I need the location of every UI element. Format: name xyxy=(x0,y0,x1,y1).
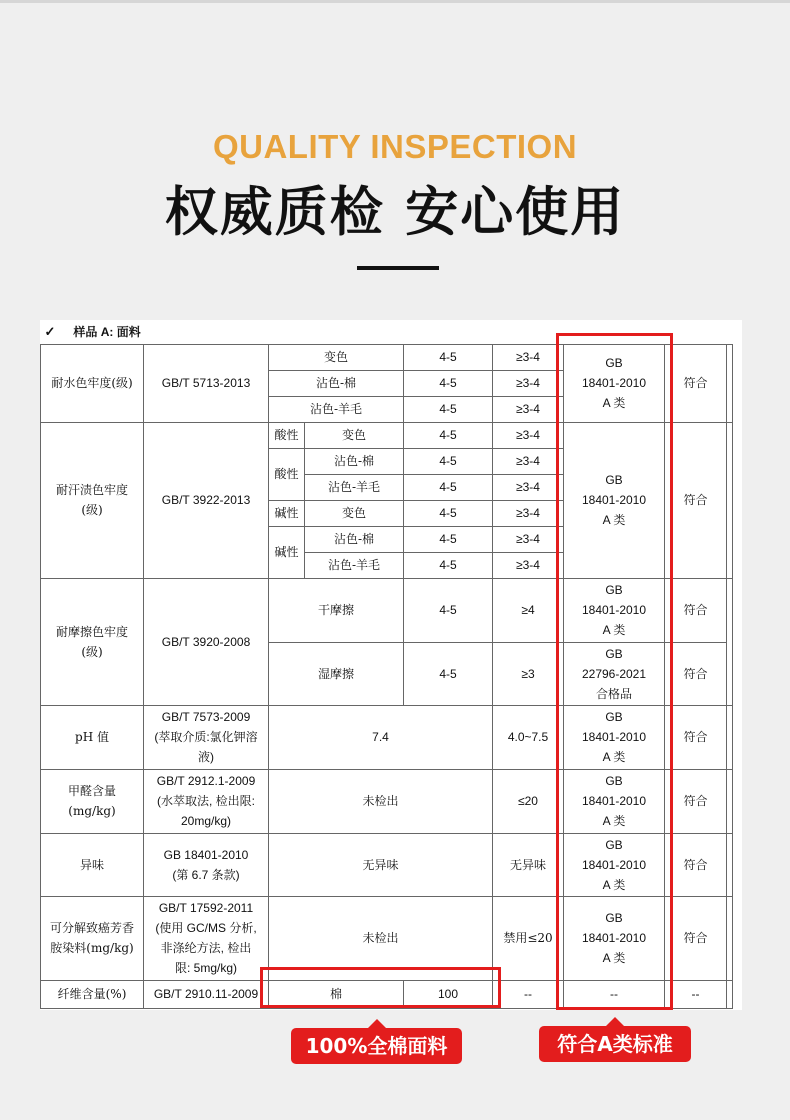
alkali-label: 碱性 xyxy=(269,526,305,578)
sub-item: 沾色-羊毛 xyxy=(305,552,404,578)
item-odor: 异味 xyxy=(41,833,144,896)
item-rub: 耐摩擦色牢度 (级) xyxy=(41,578,144,705)
standard-water: GB 18401-2010 A 类 xyxy=(564,344,665,422)
item-azo: 可分解致癌芳香 胺染料(mg/kg) xyxy=(41,896,144,980)
sub-item: 沾色-羊毛 xyxy=(269,396,404,422)
check-icon: ✓ xyxy=(44,323,56,339)
spacer-cell xyxy=(727,896,733,980)
requirement-cell: -- xyxy=(493,980,564,1008)
value-cell: 4-5 xyxy=(404,642,493,705)
value-cell: 7.4 xyxy=(269,705,493,769)
value-cell: 4-5 xyxy=(404,552,493,578)
sub-item: 干摩擦 xyxy=(269,578,404,642)
result-odor: 符合 xyxy=(665,833,727,896)
method-fiber: GB/T 2910.11-2009 xyxy=(144,980,269,1008)
spacer-cell xyxy=(727,833,733,896)
requirement-cell: ≥3-4 xyxy=(493,396,564,422)
method-odor: GB 18401-2010 (第 6.7 条款) xyxy=(144,833,269,896)
requirement-cell: 4.0~7.5 xyxy=(493,705,564,769)
requirement-cell: ≥3-4 xyxy=(493,344,564,370)
alkali-label: 碱性 xyxy=(269,500,305,526)
spacer-cell xyxy=(727,705,733,769)
acid-label: 酸性 xyxy=(269,448,305,500)
result-water: 符合 xyxy=(665,344,727,422)
standard-rub-dry: GB 18401-2010 A 类 xyxy=(564,578,665,642)
standard-fiber: -- xyxy=(564,980,665,1008)
sub-item: 变色 xyxy=(269,344,404,370)
sample-header-row xyxy=(41,320,733,344)
top-divider xyxy=(0,0,790,3)
value-cell: 4-5 xyxy=(404,500,493,526)
value-cell: 4-5 xyxy=(404,370,493,396)
method-formaldehyde: GB/T 2912.1-2009 (水萃取法, 检出限: 20mg/kg) xyxy=(144,769,269,833)
requirement-cell: ≤20 xyxy=(493,769,564,833)
requirement-cell: ≥3-4 xyxy=(493,500,564,526)
spacer-cell xyxy=(727,769,733,833)
result-fiber: -- xyxy=(665,980,727,1008)
requirement-cell: ≥3-4 xyxy=(493,526,564,552)
result-azo: 符合 xyxy=(665,896,727,980)
value-cell: 未检出 xyxy=(269,769,493,833)
acid-label: 酸性 xyxy=(269,422,305,448)
cotton-tag: 100%全棉面料 xyxy=(291,1028,462,1064)
table-row xyxy=(41,769,733,833)
value-cell: 4-5 xyxy=(404,448,493,474)
result-rub-wet: 符合 xyxy=(665,642,727,705)
sub-item: 湿摩擦 xyxy=(269,642,404,705)
spacer-cell xyxy=(727,422,733,578)
standard-odor: GB 18401-2010 A 类 xyxy=(564,833,665,896)
value-cell: 4-5 xyxy=(404,422,493,448)
spacer-cell xyxy=(727,578,733,705)
result-formaldehyde: 符合 xyxy=(665,769,727,833)
table-row xyxy=(41,833,733,896)
chinese-title: 权威质检 安心使用 xyxy=(164,182,626,243)
requirement-cell: ≥3-4 xyxy=(493,552,564,578)
table-row xyxy=(41,980,733,1008)
sub-item: 沾色-羊毛 xyxy=(305,474,404,500)
value-cell: 无异味 xyxy=(269,833,493,896)
value-cell: 4-5 xyxy=(404,526,493,552)
result-sweat: 符合 xyxy=(665,422,727,578)
sub-item: 沾色-棉 xyxy=(305,526,404,552)
fiber-value: 100 xyxy=(404,980,493,1008)
item-water: 耐水色牢度(级) xyxy=(41,344,144,422)
item-sweat: 耐汗渍色牢度 (级) xyxy=(41,422,144,578)
requirement-cell: ≥4 xyxy=(493,578,564,642)
standard-sweat: GB 18401-2010 A 类 xyxy=(564,422,665,578)
sub-item: 变色 xyxy=(305,500,404,526)
inspection-report-table xyxy=(40,320,733,1009)
requirement-cell: ≥3-4 xyxy=(493,448,564,474)
result-rub-dry: 符合 xyxy=(665,578,727,642)
sample-name: 面料 xyxy=(116,324,141,339)
table-row xyxy=(41,896,733,980)
value-cell: 未检出 xyxy=(269,896,493,980)
requirement-cell: ≥3-4 xyxy=(493,474,564,500)
item-fiber: 纤维含量(%) xyxy=(41,980,144,1008)
item-formaldehyde: 甲醛含量 (mg/kg) xyxy=(41,769,144,833)
value-cell: 4-5 xyxy=(404,578,493,642)
value-cell: 4-5 xyxy=(404,344,493,370)
table-row xyxy=(41,422,733,448)
sub-item: 沾色-棉 xyxy=(269,370,404,396)
requirement-cell: ≥3-4 xyxy=(493,370,564,396)
item-ph: pH 值 xyxy=(41,705,144,769)
result-ph: 符合 xyxy=(665,705,727,769)
table-row xyxy=(41,344,733,370)
requirement-cell: ≥3-4 xyxy=(493,422,564,448)
method-water: GB/T 5713-2013 xyxy=(144,344,269,422)
title-underline xyxy=(357,266,439,270)
table-row xyxy=(41,705,733,769)
standard-azo: GB 18401-2010 A 类 xyxy=(564,896,665,980)
method-azo: GB/T 17592-2011 (使用 GC/MS 分析, 非涤纶方法, 检出 限: 5mg/kg) xyxy=(144,896,269,980)
standard-formaldehyde: GB 18401-2010 A 类 xyxy=(564,769,665,833)
sub-item: 变色 xyxy=(305,422,404,448)
standard-tag: 符合A类标准 xyxy=(539,1026,691,1062)
value-cell: 4-5 xyxy=(404,396,493,422)
table-row xyxy=(41,578,733,642)
method-rub: GB/T 3920-2008 xyxy=(144,578,269,705)
standard-rub-wet: GB 22796-2021 合格品 xyxy=(564,642,665,705)
sample-header xyxy=(41,320,733,344)
spacer-cell xyxy=(727,344,733,422)
standard-ph: GB 18401-2010 A 类 xyxy=(564,705,665,769)
value-cell: 4-5 xyxy=(404,474,493,500)
spacer-cell xyxy=(727,980,733,1008)
sub-item: 沾色-棉 xyxy=(305,448,404,474)
requirement-cell: ≥3 xyxy=(493,642,564,705)
fiber-name: 棉 xyxy=(269,980,404,1008)
requirement-cell: 禁用≤20 xyxy=(493,896,564,980)
sample-label: 样品 A: xyxy=(73,324,114,339)
english-title: QUALITY INSPECTION xyxy=(212,128,578,165)
method-ph: GB/T 7573-2009 (萃取介质:氯化钾溶 液) xyxy=(144,705,269,769)
requirement-cell: 无异味 xyxy=(493,833,564,896)
method-sweat: GB/T 3922-2013 xyxy=(144,422,269,578)
